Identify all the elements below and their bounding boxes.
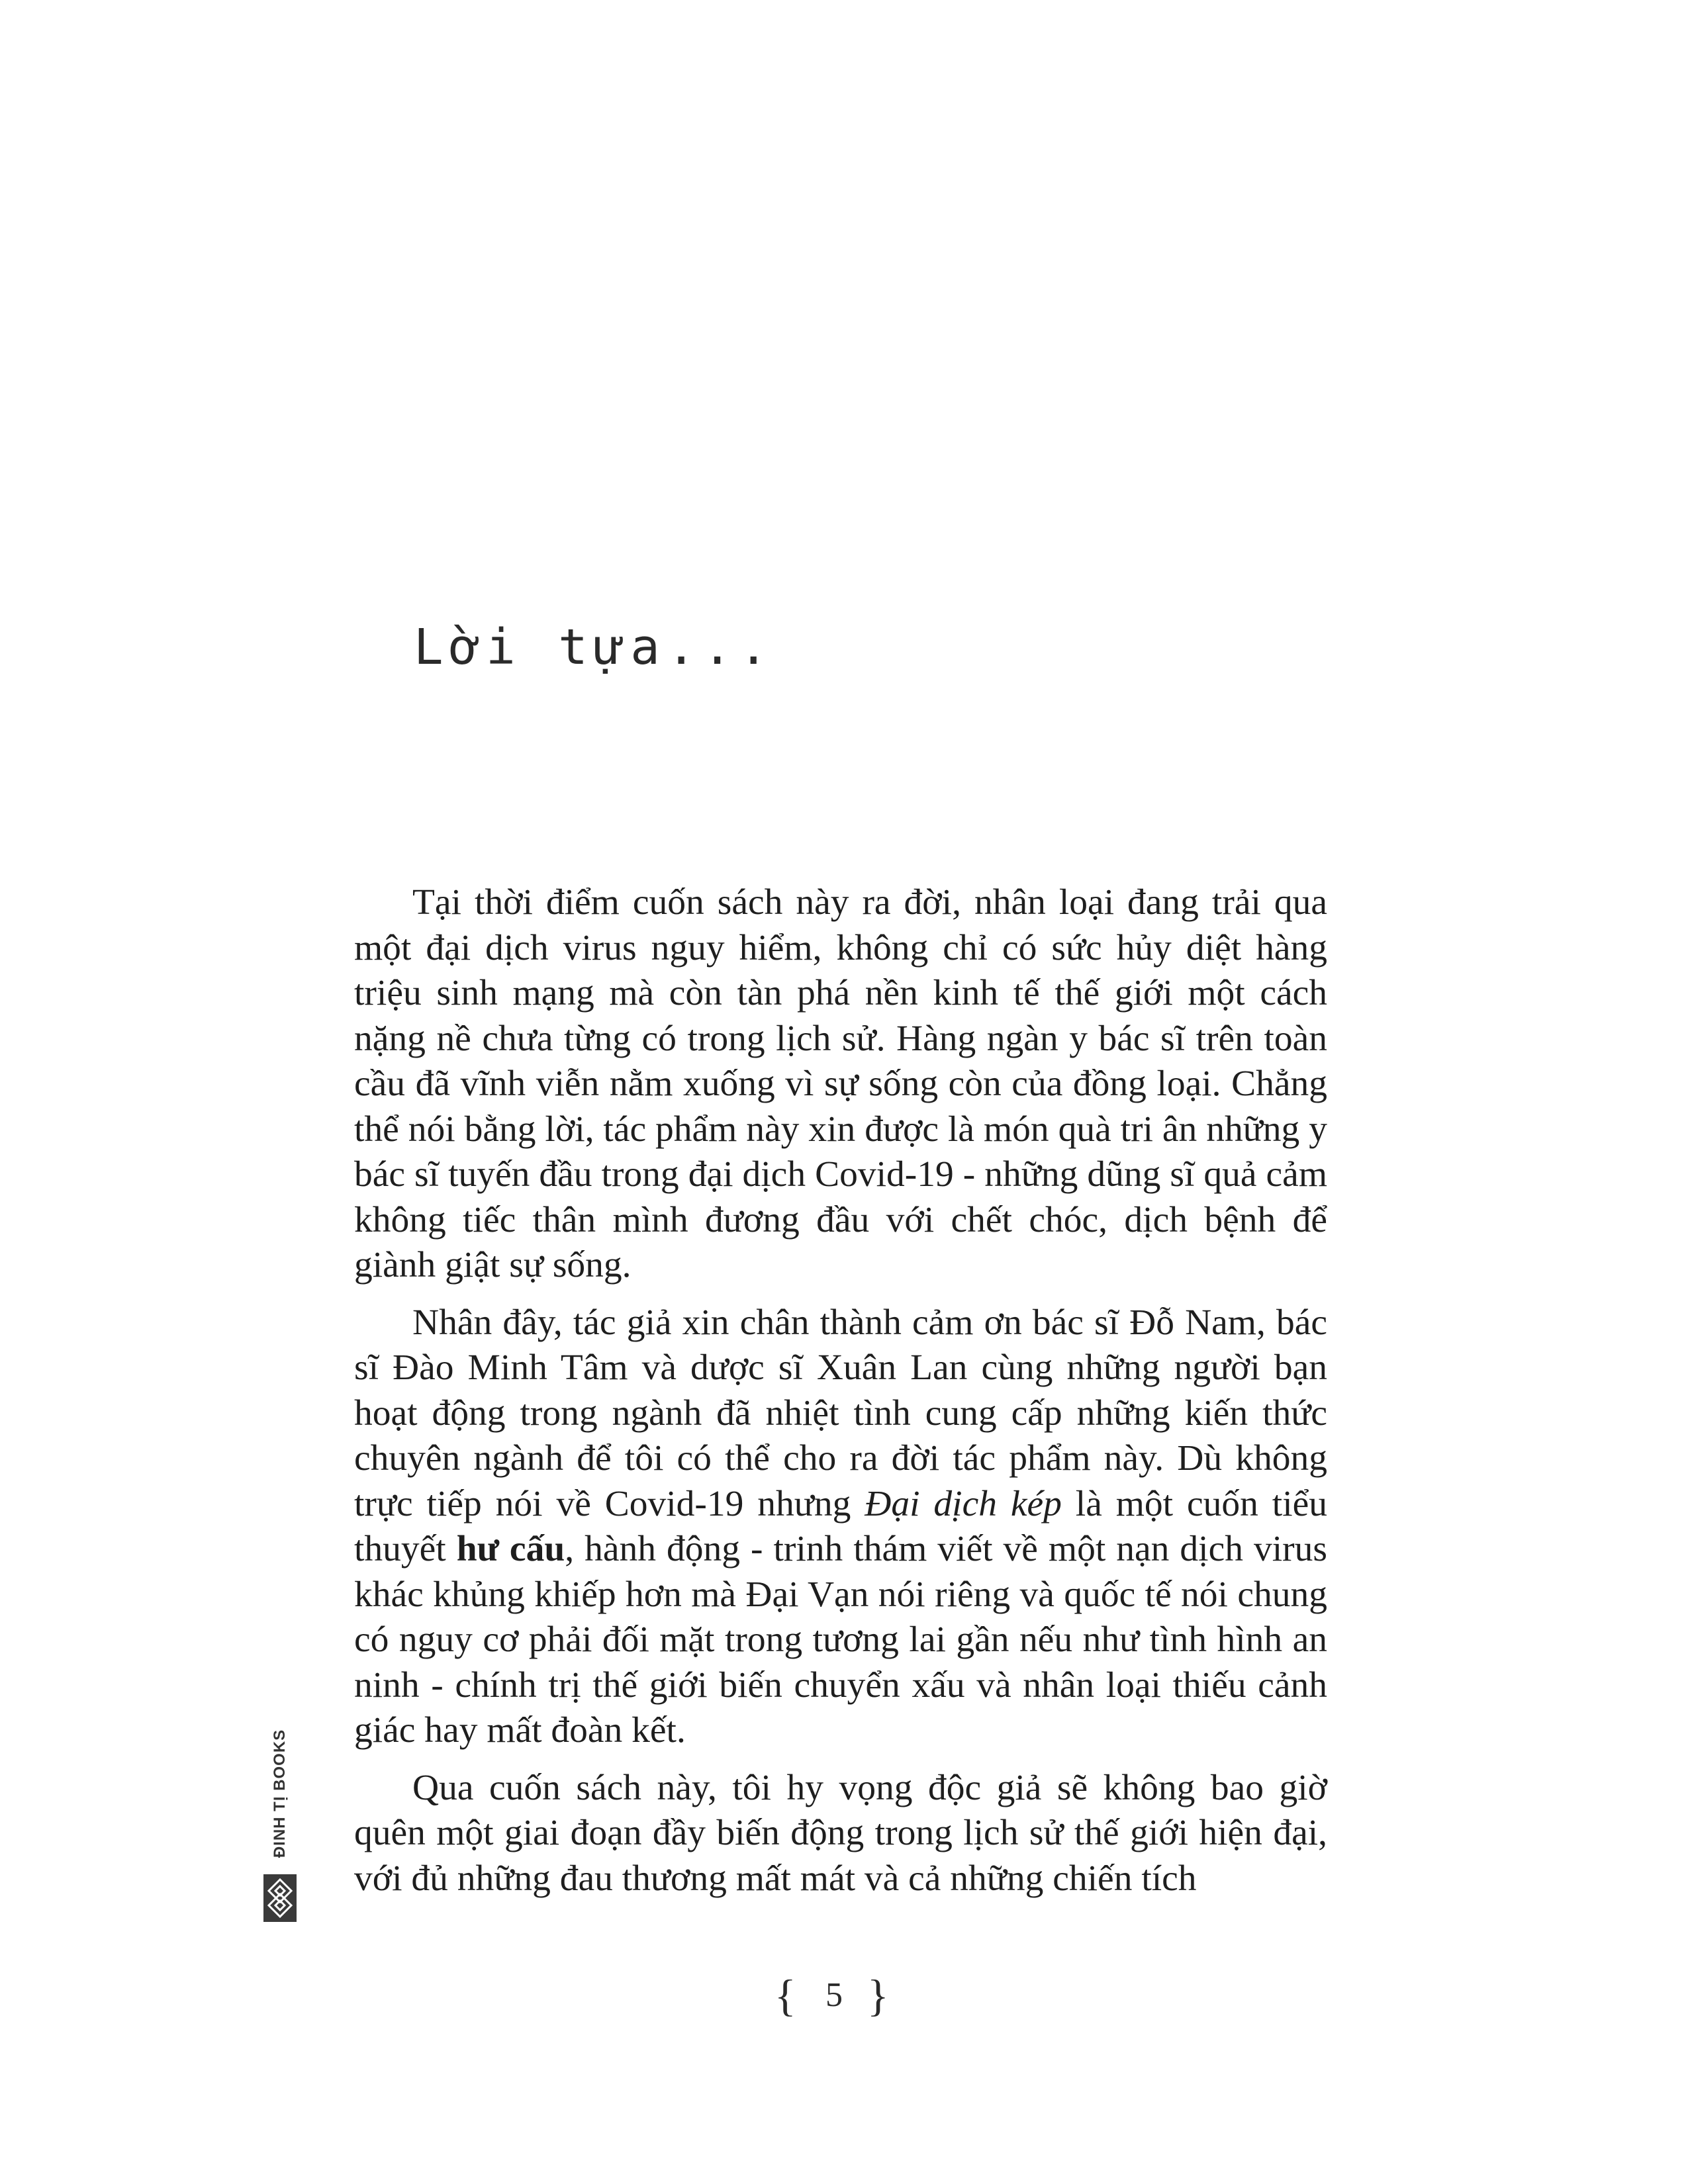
paragraph-1: Tại thời điểm cuốn sách này ra đời, nhân loại đang trải qua một đại dịch virus nguy hiểm, không chỉ có sức hủy diệt hàng triệu sinh mạng mà còn tàn phá nền kinh tế thế giới một cách nặng nề chưa từng có trong lịch sử. Hàng ngàn y bác sĩ trên toàn cầu đã vĩnh viễn nằm xuống vì sự sống còn của đồng loại. Chẳng thể nói bằng lời, tác phẩm này xin được là món quà tri ân những y bác sĩ tuyến đầu trong đại dịch Covid-19 - những dũng sĩ quả cảm không tiếc thân mình đương đầu với chết chóc, dịch bệnh để giành giật sự sống. — [354, 882, 1327, 1285]
chapter-title: Lời tựa... — [414, 619, 775, 676]
book-title-italic: Đại dịch kép — [865, 1483, 1062, 1524]
paragraph-2-text-c: , hành động - trinh thám viết về một nạn dịch virus khác khủng khiếp hơn mà Đại Vạn nói riêng và quốc tế nói chung có nguy cơ phải đối mặt trong tương lai gần nếu như tình hình an ninh - chính trị thế giới biến chuyển xấu và nhân loại thiếu cảnh giác hay mất đoàn kết. — [354, 1529, 1328, 1751]
page-number — [768, 1969, 900, 2022]
publisher-logo-icon — [263, 1874, 297, 1922]
body-text — [354, 880, 1327, 1901]
publisher-mark — [263, 1727, 297, 1926]
right-brace: } — [867, 1970, 889, 2021]
paragraph-2 — [354, 1300, 1327, 1754]
left-brace: { — [774, 1970, 796, 2021]
paragraph-3: Qua cuốn sách này, tôi hy vọng độc giả sẽ không bao giờ quên một giai đoạn đầy biến động trong lịch sử thế giới hiện đại, với đủ những đau thương mất mát và cả những chiến tích — [354, 1767, 1327, 1899]
page-number-value: 5 — [825, 1976, 843, 2014]
publisher-name: ĐINH TỊ BOOKS — [271, 1729, 289, 1858]
emphasis-bold: hư cấu — [456, 1529, 565, 1569]
paragraph-2-text-b: là một cuốn tiểu thuyết — [354, 1483, 1327, 1569]
paragraph-2-text-a: Nhân đây, tác giả xin chân thành cảm ơn bác sĩ Đỗ Nam, bác sĩ Đào Minh Tâm và dược sĩ Xuân Lan cùng những người bạn hoạt động trong ngành đã nhiệt tình cung cấp những kiến thức chuyên ngành để tôi có thể cho ra đời tác phẩm này. Dù không trực tiếp nói về Covid-19 nhưng — [354, 1302, 1327, 1524]
